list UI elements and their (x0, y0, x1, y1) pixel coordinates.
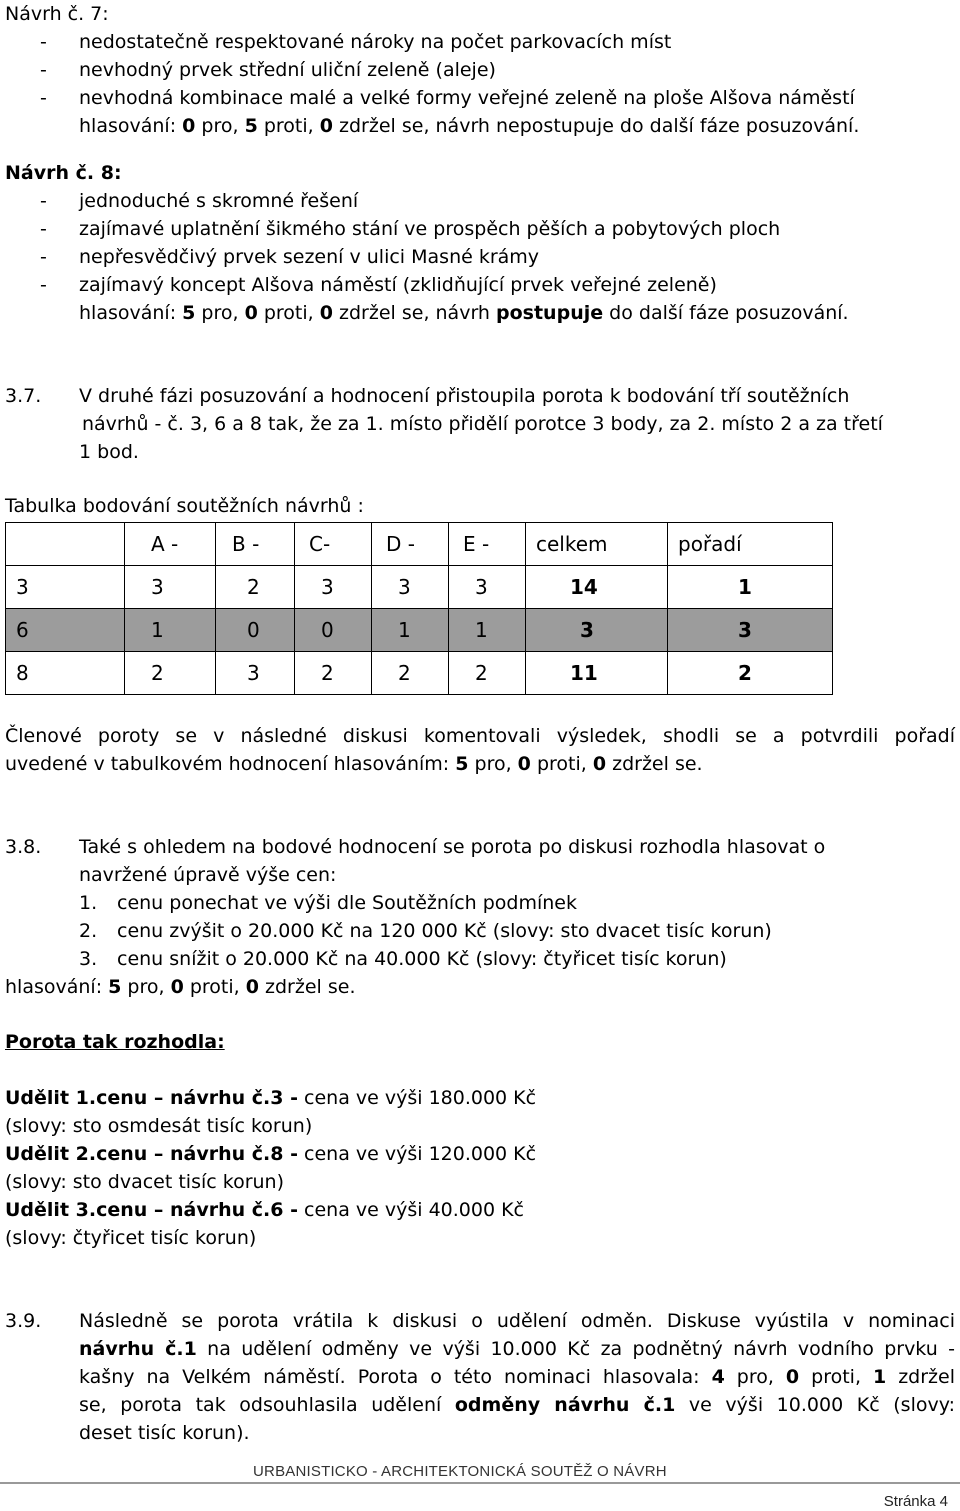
table-cell-total: 14 (526, 566, 668, 609)
s38-item-2: cenu zvýšit o 20.000 Kč na 120 000 Kč (slovy: sto dvacet tisíc korun) (117, 920, 772, 942)
award-1-words: (slovy: sto osmdesát tisíc korun) (5, 1115, 313, 1137)
table-cell-total: 3 (526, 609, 668, 652)
s37-line-2: návrhů - č. 3, 6 a 8 tak, že za 1. místo přidělí porotce 3 body, za 2. místo 2 a za třetí (82, 413, 883, 435)
s37-number: 3.7. (5, 385, 42, 407)
award-3: Udělit 3.cenu – návrhu č.6 - cena ve výši 40.000 Kč (5, 1199, 524, 1221)
table-cell: 0 (216, 609, 295, 652)
table-cell: 1 (125, 609, 216, 652)
s38-line-2: navržené úpravě výše cen: (79, 864, 337, 886)
s37-line-1: V druhé fázi posuzování a hodnocení přistoupila porota k bodování tří soutěžních (79, 385, 850, 407)
n7-item-3: nevhodná kombinace malé a velké formy veřejné zeleně na ploše Alšova náměstí (79, 87, 855, 109)
table-cell-rank: 2 (668, 652, 833, 695)
award-3-words: (slovy: čtyřicet tisíc korun) (5, 1227, 257, 1249)
n8-dash-2: - (40, 218, 47, 240)
s38-item-3: cenu snížit o 20.000 Kč na 40.000 Kč (slovy: čtyřicet tisíc korun) (117, 948, 727, 970)
page-number: Stránka 4 (883, 1493, 948, 1510)
s37-line-3: 1 bod. (79, 441, 139, 463)
table-cell-total: 11 (526, 652, 668, 695)
s38-item-number-2: 2. (79, 920, 98, 942)
table-cell: 3 (125, 566, 216, 609)
table-cell: 6 (6, 609, 125, 652)
s38-item-number-1: 1. (79, 892, 98, 914)
award-2: Udělit 2.cenu – návrhu č.8 - cena ve výši 120.000 Kč (5, 1143, 537, 1165)
s38-item-number-3: 3. (79, 948, 98, 970)
table-cell-rank: 3 (668, 609, 833, 652)
n7-heading: Návrh č. 7: (5, 3, 109, 25)
table-cell-rank: 1 (668, 566, 833, 609)
footer-title: URBANISTICKO - ARCHITEKTONICKÁ SOUTĚŽ O NÁVRH (253, 1463, 667, 1480)
after-table-line-2: uvedené v tabulkovém hodnocení hlasováním: 5 pro, 0 proti, 0 zdržel se. (5, 753, 703, 775)
table-cell: 3 (6, 566, 125, 609)
table-cell: 3 (449, 566, 526, 609)
n7-dash-2: - (40, 59, 47, 81)
after-table-line-1: Členové poroty se v následné diskusi komentovali výsledek, shodli se a potvrdili pořadí (5, 725, 955, 747)
table-cell: 3 (372, 566, 449, 609)
s38-vote: hlasování: 5 pro, 0 proti, 0 zdržel se. (5, 976, 356, 998)
award-1: Udělit 1.cenu – návrhu č.3 - cena ve výši 180.000 Kč (5, 1087, 537, 1109)
table-header-cell: B - (216, 523, 295, 566)
s38-line-1: Také s ohledem na bodové hodnocení se porota po diskusi rozhodla hlasovat o (79, 836, 826, 858)
n8-dash-3: - (40, 246, 47, 268)
n7-vote: hlasování: 0 pro, 5 proti, 0 zdržel se, návrh nepostupuje do další fáze posuzování. (79, 115, 860, 137)
table-header-cell: celkem (526, 523, 668, 566)
n8-item-3: nepřesvědčivý prvek sezení v ulici Masné krámy (79, 246, 540, 268)
table-row (6, 566, 833, 609)
n7-item-1: nedostatečně respektované nároky na počet parkovacích míst (79, 31, 672, 53)
table-header-row (6, 523, 833, 566)
table-cell: 2 (449, 652, 526, 695)
table-row (6, 609, 833, 652)
n8-dash-4: - (40, 274, 47, 296)
s39-number: 3.9. (5, 1310, 42, 1332)
table-cell: 3 (216, 652, 295, 695)
table-header-cell: pořadí (668, 523, 833, 566)
table-cell: 0 (295, 609, 372, 652)
table-cell: 2 (216, 566, 295, 609)
table-header-cell: D - (372, 523, 449, 566)
n8-item-2: zajímavé uplatnění šikmého stání ve prospěch pěších a pobytových ploch (79, 218, 781, 240)
table-row (6, 652, 833, 695)
award-2-words: (slovy: sto dvacet tisíc korun) (5, 1171, 284, 1193)
footer-divider (0, 1482, 960, 1484)
s39-line-1: Následně se porota vrátila k diskusi o udělení odměn. Diskuse vyústila v nominaci (79, 1310, 955, 1332)
s38-item-1: cenu ponechat ve výši dle Soutěžních podmínek (117, 892, 577, 914)
n8-heading: Návrh č. 8: (5, 162, 122, 184)
table-cell: 1 (372, 609, 449, 652)
n8-dash-1: - (40, 190, 47, 212)
table-cell: 2 (295, 652, 372, 695)
table-cell: 2 (372, 652, 449, 695)
table-cell: 3 (295, 566, 372, 609)
table-cell: 2 (125, 652, 216, 695)
n7-dash-1: - (40, 31, 47, 53)
n8-vote: hlasování: 5 pro, 0 proti, 0 zdržel se, návrh postupuje do další fáze posuzování. (79, 302, 849, 324)
n8-item-1: jednoduché s skromné řešení (79, 190, 359, 212)
n7-dash-3: - (40, 87, 47, 109)
s39-line-2: návrhu č.1 na udělení odměny ve výši 10.000 Kč za podnětný návrh vodního prvku - (79, 1338, 955, 1360)
table-header-cell: C- (295, 523, 372, 566)
table-header-cell: E - (449, 523, 526, 566)
n8-item-4: zajímavý koncept Alšova náměstí (zklidňující prvek veřejné zeleně) (79, 274, 717, 296)
table-cell: 8 (6, 652, 125, 695)
s39-line-3: kašny na Velkém náměstí. Porota o této nominaci hlasovala: 4 pro, 0 proti, 1 zdržel (79, 1366, 955, 1388)
table-header-cell (6, 523, 125, 566)
n7-item-2: nevhodný prvek střední uliční zeleně (aleje) (79, 59, 496, 81)
s39-line-4: se, porota tak odsouhlasila udělení odměny návrhu č.1 ve výši 10.000 Kč (slovy: (79, 1394, 955, 1416)
decision-heading: Porota tak rozhodla: (5, 1031, 225, 1053)
table-caption: Tabulka bodování soutěžních návrhů : (5, 495, 364, 517)
table-header-cell: A - (125, 523, 216, 566)
s38-number: 3.8. (5, 836, 42, 858)
scoring-table (5, 522, 833, 695)
s39-line-5: deset tisíc korun). (79, 1422, 250, 1444)
table-cell: 1 (449, 609, 526, 652)
